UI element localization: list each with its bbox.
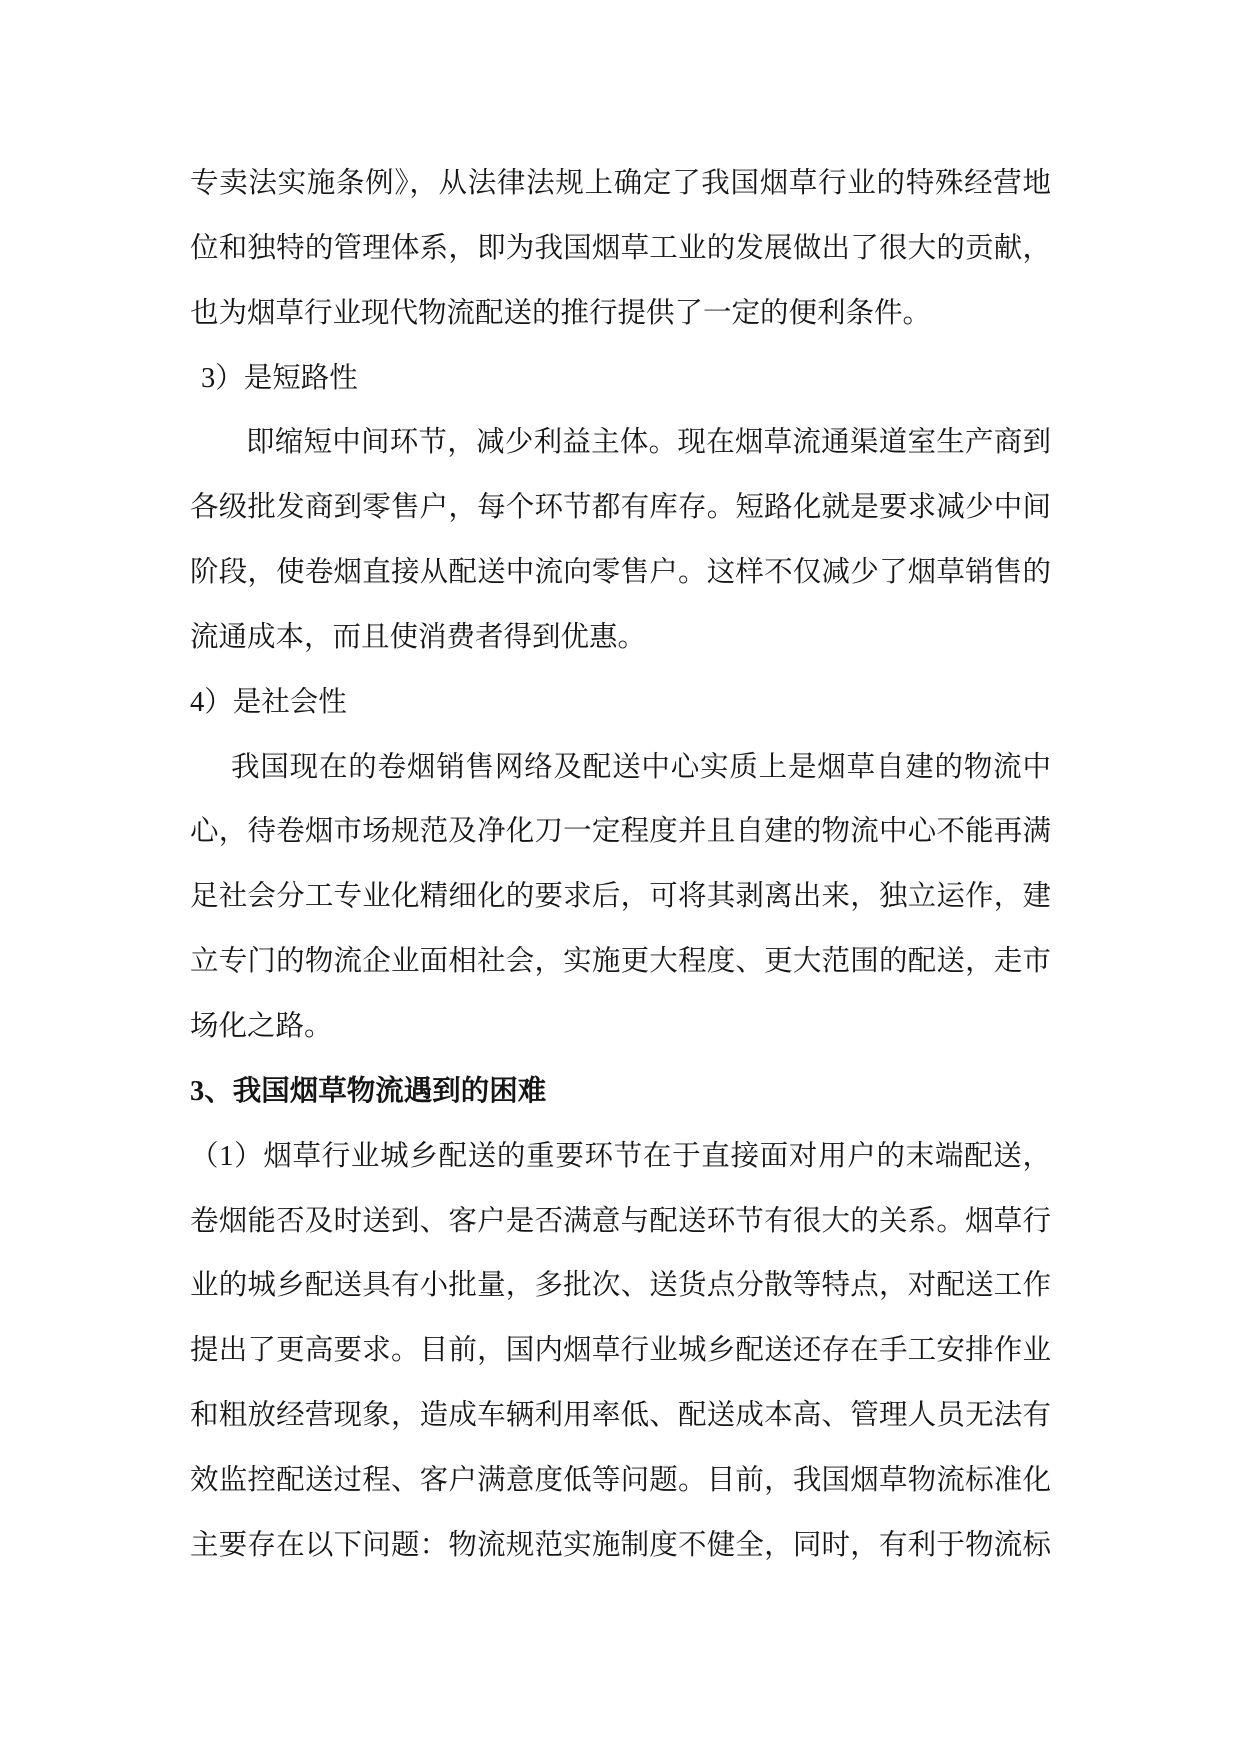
document-body — [190, 152, 1051, 1579]
text-line: 主要存在以下问题：物流规范实施制度不健全，同时，有利于物流标 — [190, 1529, 1051, 1561]
point-3-block — [190, 347, 1051, 671]
text-line: 阶段，使卷烟直接从配送中流向零售户。这样不仅减少了烟草销售的 — [190, 557, 1051, 589]
continued-paragraph — [190, 152, 1051, 347]
text-line: 心，待卷烟市场规范及净化刀一定程度并且自建的物流中心不能再满 — [190, 816, 1051, 848]
text-line: （1）烟草行业城乡配送的重要环节在于直接面对用户的末端配送， — [190, 1140, 1051, 1172]
text-line: 效监控配送过程、客户满意度低等问题。目前，我国烟草物流标准化 — [190, 1464, 1051, 1496]
text-line: 即缩短中间环节，减少利益主体。现在烟草流通渠道室生产商到 — [246, 427, 1051, 459]
point-heading: 4）是社会性 — [190, 686, 347, 718]
section-heading: 3、我国烟草物流遇到的困难 — [190, 1075, 547, 1107]
point-heading: 3）是短路性 — [201, 362, 358, 394]
text-line: 各级批发商到零售户，每个环节都有库存。短路化就是要求减少中间 — [190, 492, 1051, 524]
point-4-block — [190, 671, 1051, 1060]
text-line: 卷烟能否及时送到、客户是否满意与配送环节有很大的关系。烟草行 — [190, 1205, 1051, 1237]
text-line: 立专门的物流企业面相社会，实施更大程度、更大范围的配送，走市 — [190, 946, 1051, 978]
text-line: 也为烟草行业现代物流配送的推行提供了一定的便利条件。 — [190, 297, 932, 329]
text-line: 位和独特的管理体系，即为我国烟草工业的发展做出了很大的贡献， — [190, 232, 1051, 264]
text-line: 我国现在的卷烟销售网络及配送中心实质上是烟草自建的物流中 — [231, 751, 1051, 783]
section-3-block — [190, 1060, 1051, 1579]
text-line: 场化之路。 — [190, 1010, 333, 1042]
text-line: 足社会分工专业化精细化的要求后，可将其剥离出来，独立运作，建 — [190, 881, 1051, 913]
text-line: 提出了更高要求。目前，国内烟草行业城乡配送还存在手工安排作业 — [190, 1335, 1051, 1367]
text-line: 专卖法实施条例》，从法律法规上确定了我国烟草行业的特殊经营地 — [190, 168, 1051, 199]
text-line: 和粗放经营现象，造成车辆利用率低、配送成本高、管理人员无法有 — [190, 1400, 1051, 1432]
text-line: 流通成本，而且使消费者得到优惠。 — [190, 621, 647, 653]
text-line: 业的城乡配送具有小批量，多批次、送货点分散等特点，对配送工作 — [190, 1270, 1051, 1302]
